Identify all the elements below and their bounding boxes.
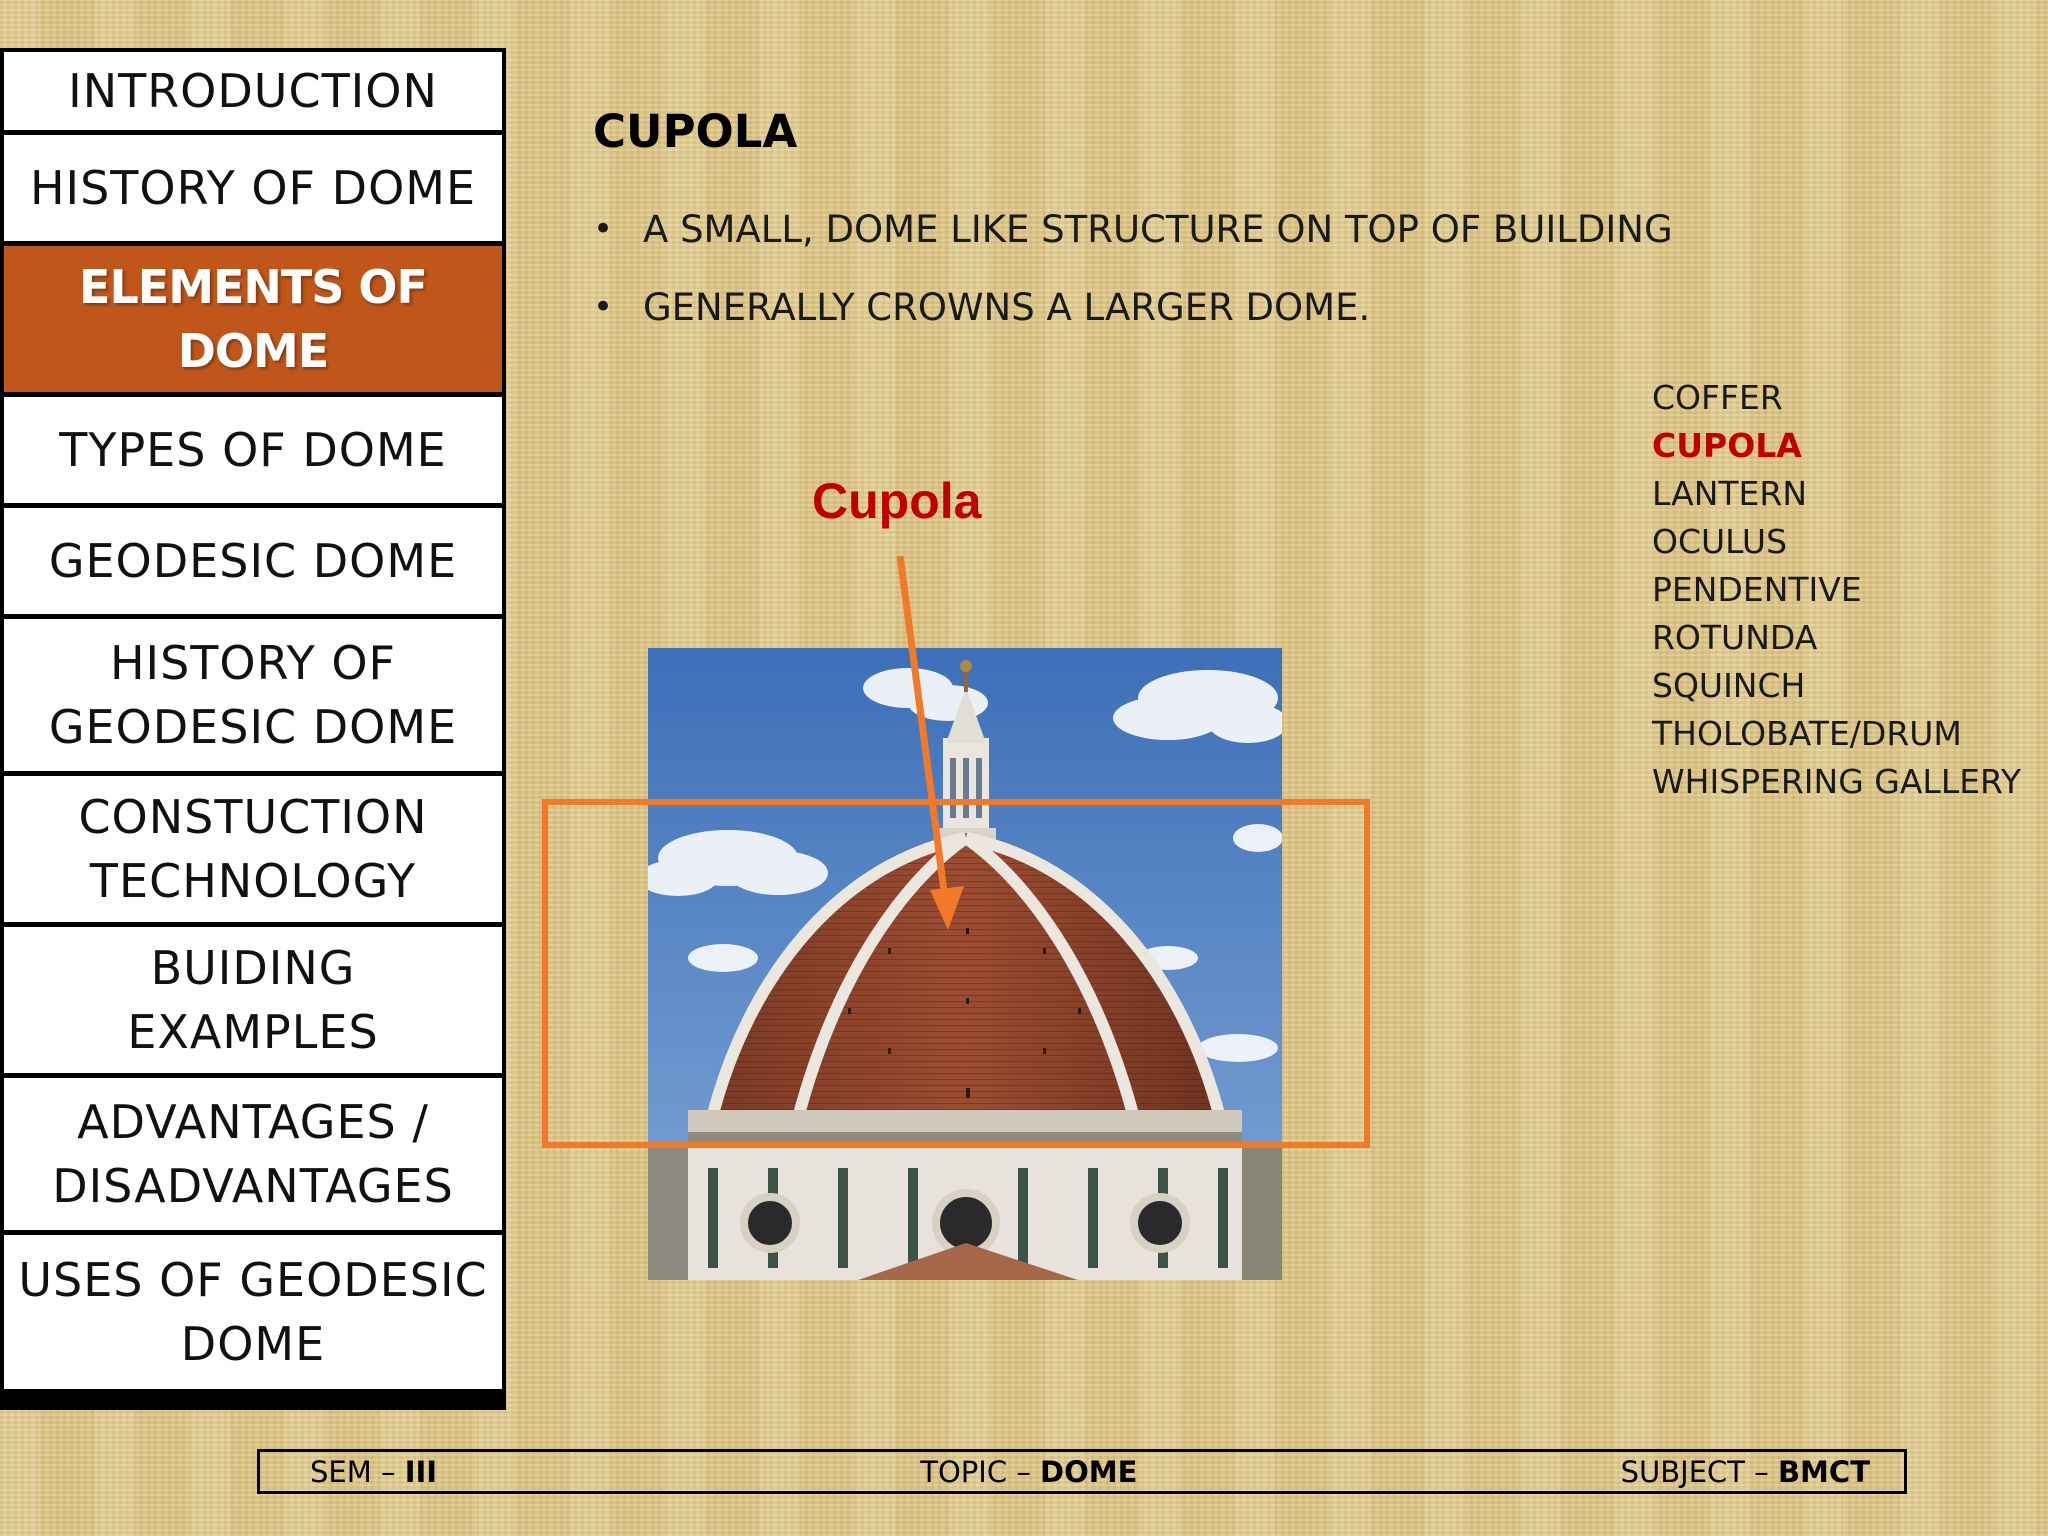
footer-subject-value: BMCT <box>1777 1454 1870 1489</box>
dome-elements-list <box>1652 374 2021 806</box>
cupola-callout-label: Cupola <box>812 473 982 529</box>
footer-sem-prefix: SEM – <box>310 1454 405 1489</box>
nav-item-history-of-dome[interactable]: HISTORY OF DOME <box>4 135 502 241</box>
dome-photo <box>648 648 1282 1280</box>
nav-item-advantages-disadvantages[interactable]: ADVANTAGES / DISADVANTAGES <box>4 1078 502 1230</box>
nav-item-elements-of-dome[interactable]: ELEMENTS OF DOME <box>4 246 502 392</box>
element-item-oculus[interactable]: OCULUS <box>1652 522 1788 561</box>
slide-title: CUPOLA <box>593 105 798 158</box>
element-item-whispering-gallery[interactable]: WHISPERING GALLERY <box>1652 762 2022 801</box>
nav-item-types-of-dome[interactable]: TYPES OF DOME <box>4 397 502 503</box>
element-item-tholobate[interactable]: THOLOBATE/DRUM <box>1652 714 1962 753</box>
element-item-rotunda[interactable]: ROTUNDA <box>1652 618 1818 657</box>
footer-bar <box>257 1449 1907 1494</box>
bullet-item <box>593 190 1673 268</box>
nav-item-introduction[interactable]: INTRODUCTION <box>4 52 502 130</box>
bullet-icon: • <box>593 209 614 249</box>
element-item-cupola[interactable]: CUPOLA <box>1652 426 1802 465</box>
nav-item-uses-of-geodesic-dome[interactable]: USES OF GEODESIC DOME <box>4 1235 502 1389</box>
bullet-list <box>593 190 1673 346</box>
element-item-lantern[interactable]: LANTERN <box>1652 474 1808 513</box>
nav-item-building-examples[interactable]: BUIDING EXAMPLES <box>4 927 502 1073</box>
element-item-squinch[interactable]: SQUINCH <box>1652 666 1806 705</box>
section-nav <box>0 48 506 1410</box>
element-item-coffer[interactable]: COFFER <box>1652 378 1783 417</box>
bullet-item <box>593 268 1673 346</box>
nav-item-construction-technology[interactable]: CONSTUCTION TECHNOLOGY <box>4 776 502 922</box>
footer-topic-value: DOME <box>1040 1454 1138 1489</box>
footer-topic <box>920 1455 1137 1489</box>
footer-semester <box>310 1455 437 1489</box>
footer-subject <box>1621 1455 1870 1489</box>
bullet-text: GENERALLY CROWNS A LARGER DOME. <box>643 285 1371 329</box>
bullet-text: A SMALL, DOME LIKE STRUCTURE ON TOP OF BUILDING <box>643 207 1673 251</box>
bullet-icon: • <box>593 287 614 327</box>
footer-subject-prefix: SUBJECT – <box>1620 1454 1778 1489</box>
footer-sem-value: III <box>404 1454 438 1489</box>
nav-item-history-of-geodesic-dome[interactable]: HISTORY OF GEODESIC DOME <box>4 619 502 771</box>
footer-topic-prefix: TOPIC – <box>920 1454 1041 1489</box>
element-item-pendentive[interactable]: PENDENTIVE <box>1652 570 1862 609</box>
nav-item-geodesic-dome[interactable]: GEODESIC DOME <box>4 508 502 614</box>
